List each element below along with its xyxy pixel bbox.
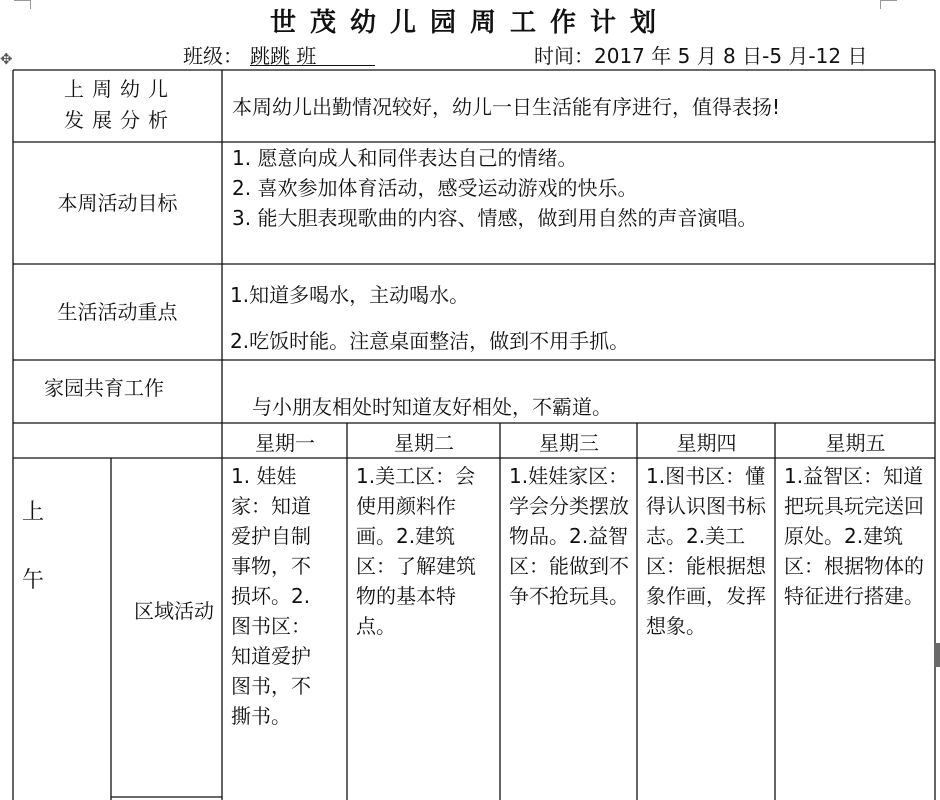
activity-type-label: 区域活动 [134,599,214,623]
home-label: 家园共育工作 [44,376,164,400]
day-header-mon: 星期一 [255,430,315,455]
day-header-tue: 星期二 [394,430,454,455]
goal-item: 3. 能大胆表现歌曲的内容、情感，做到用自然的声音演唱。 [232,206,758,230]
date-range: 时间：2017 年 5 月 8 日-5 月-12 日 [534,44,868,68]
last-week-label-line1: 上周幼儿 [64,77,176,101]
schedule-cell-wed: 1.娃娃家区：学会分类摆放物品。2.益智区：能做到不争不抢玩具。 [509,464,629,608]
day-header-thu: 星期四 [676,430,737,455]
schedule-cell-fri: 1.益智区：知道把玩具玩完送回原处。2.建筑区：根据物体的特征进行搭建。 [784,464,924,608]
goals-list [232,143,932,263]
life-item: 1.知道多喝水，主动喝水。 [230,283,470,307]
last-week-analysis: 本周幼儿出勤情况较好，幼儿一日生活能有序进行，值得表扬! [232,95,781,119]
goals-label: 本周活动目标 [57,191,178,215]
period-label-char1: 上 [22,500,45,525]
scrollbar-handle[interactable] [934,643,940,667]
period-label-char2: 午 [22,568,45,593]
home-content: 与小朋友相处时知道友好相处，不霸道。 [252,395,612,419]
day-header-fri: 星期五 [825,430,886,455]
life-list [230,280,930,360]
table-anchor-icon[interactable]: ✥ [0,50,13,68]
class-name-field: 跳跳 班 [250,40,375,66]
life-label: 生活活动重点 [57,300,178,324]
schedule-cell-tue: 1.美工区：会使用颜料作画。2.建筑区：了解建筑物的基本特点。 [356,464,476,638]
goal-item: 2. 喜欢参加体育活动，感受运动游戏的快乐。 [232,176,638,200]
page-title: 世茂幼儿园周工作计划 [269,8,670,38]
schedule-cell-mon: 1. 娃娃家：知道爱护自制事物，不损坏。2.图书区：知道爱护图书，不撕书。 [231,464,311,728]
life-item: 2.吃饭时能。注意桌面整洁，做到不用手抓。 [230,329,630,353]
last-week-label-line2: 发展分析 [64,108,176,132]
last-week-label [30,74,210,138]
day-header-wed: 星期三 [539,430,599,455]
schedule-cell-thu: 1.图书区：懂得认识图书标志。2.美工区：能根据想象作画，发挥想象。 [646,464,766,638]
goal-item: 1. 愿意向成人和同伴表达自己的情绪。 [232,146,578,170]
class-label: 班级： [183,44,243,68]
